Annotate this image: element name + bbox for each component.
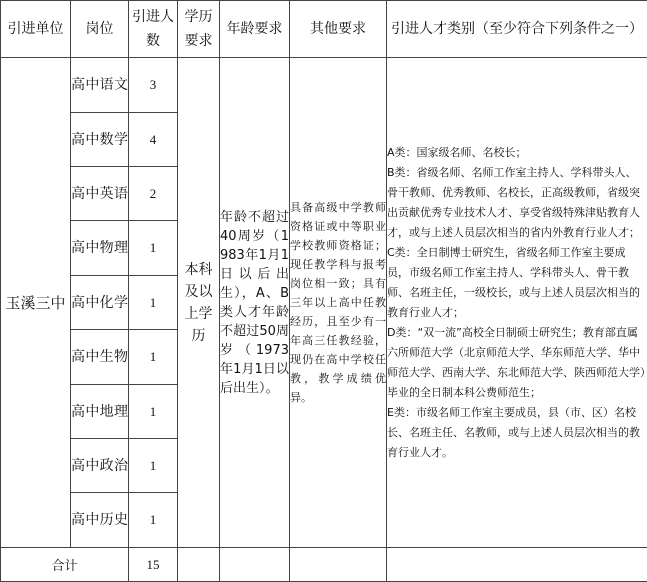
category-e: E类：市级名师工作室主要成员，县（市、区）名校长、名班主任、名教师，或与上述人员层次相当的教育行业人才。 bbox=[387, 403, 647, 463]
post-name: 高中政治 bbox=[71, 439, 129, 493]
category-d: D类：“双一流”高校全日制硕士研究生；教育部直属六所师范大学（北京师范大学、华东师范大学、华中师范大学、西南大学、东北师范大学、陕西师范大学）毕业的全日制本科公费师范生； bbox=[387, 323, 647, 403]
header-category: 引进人才类别（至少符合下列条件之一） bbox=[387, 1, 647, 58]
post-count: 3 bbox=[129, 58, 178, 113]
header-age: 年龄要求 bbox=[220, 1, 290, 58]
post-count: 2 bbox=[129, 167, 178, 221]
category-b: B类：省级名师、名师工作室主持人、学科带头人、骨干教师、优秀教师、名校长，正高级教师，省级突出贡献优秀专业技术人才、享受省级特殊津贴教育人才，或与上述人员层次相当的省内外教育行业人才； bbox=[387, 163, 647, 243]
empty-cell bbox=[220, 548, 290, 582]
post-name: 高中物理 bbox=[71, 221, 129, 276]
post-count: 1 bbox=[129, 493, 178, 548]
empty-cell bbox=[290, 548, 387, 582]
header-count: 引进人数 bbox=[129, 1, 178, 58]
post-count: 1 bbox=[129, 221, 178, 276]
education-requirement: 本科及以上学历 bbox=[178, 58, 220, 548]
header-row bbox=[1, 1, 647, 58]
header-education: 学历要求 bbox=[178, 1, 220, 58]
empty-cell bbox=[178, 548, 220, 582]
post-count: 1 bbox=[129, 276, 178, 330]
header-other: 其他要求 bbox=[290, 1, 387, 58]
empty-cell bbox=[387, 548, 647, 582]
post-name: 高中地理 bbox=[71, 385, 129, 439]
header-unit: 引进单位 bbox=[1, 1, 71, 58]
total-label: 合计 bbox=[1, 548, 129, 582]
total-count: 15 bbox=[129, 548, 178, 582]
post-name: 高中数学 bbox=[71, 113, 129, 167]
unit-name: 玉溪三中 bbox=[1, 58, 71, 548]
post-name: 高中语文 bbox=[71, 58, 129, 113]
category-c: C类：全日制博士研究生，省级名师工作室主要成员，市级名师工作室主持人、学科带头人、骨干教师、名班主任，一级校长，或与上述人员层次相当的教育行业人才； bbox=[387, 243, 647, 323]
post-name: 高中历史 bbox=[71, 493, 129, 548]
post-count: 1 bbox=[129, 385, 178, 439]
post-name: 高中化学 bbox=[71, 276, 129, 330]
age-requirement: 年龄不超过40周岁（1983年1月1日以后出生），A、B类人才年龄不超过50周岁（1973年1月1日以后出生）。 bbox=[220, 58, 290, 548]
header-post: 岗位 bbox=[71, 1, 129, 58]
post-count: 4 bbox=[129, 113, 178, 167]
post-name: 高中英语 bbox=[71, 167, 129, 221]
post-count: 1 bbox=[129, 330, 178, 385]
total-row bbox=[1, 548, 647, 582]
post-name: 高中生物 bbox=[71, 330, 129, 385]
category-list bbox=[387, 58, 647, 548]
table-row bbox=[1, 58, 647, 113]
other-requirement: 具备高级中学教师资格证或中等职业学校教师资格证；现任教学科与报考岗位相一致；具有三年以上高中任教经历，且至少有一年高三任教经验，现仍在高中学校任教，教学成绩优异。 bbox=[290, 58, 387, 548]
category-a: A类：国家级名师、名校长； bbox=[387, 143, 647, 163]
post-count: 1 bbox=[129, 439, 178, 493]
